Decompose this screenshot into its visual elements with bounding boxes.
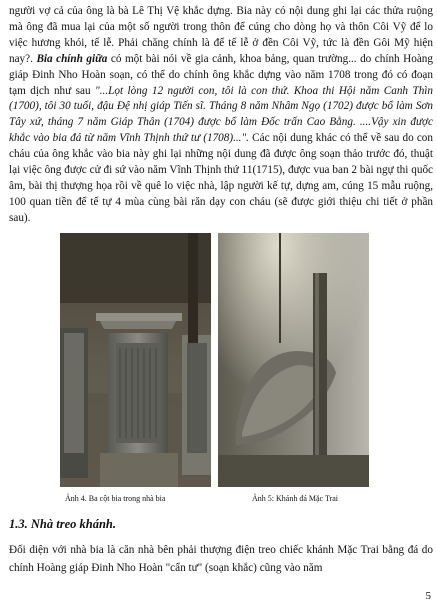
paragraph-text-3: Các nội dung khác có thể về sau do con cháu của ông khắc vào bia này ghi lại những nội dung đã được ông soạn thảo trước đó, thuật lại việc ông được cử đi sứ vào năm Vĩnh Thịnh thứ 11(1715), được vua ban 2 bài ngự thi quốc âm, bài thị thượng họa rồi về quê lo việc nhà, lập người kế tự, dựng am, cúng 15 mẫu ruộng, 100 quan tiền để tế tự 4 mùa cùng bài răn dạy con cháu (sẽ được giới thiệu chi tiết ở phần sau). bbox=[9, 132, 433, 224]
intro-paragraph bbox=[9, 4, 433, 227]
figure-caption: Ảnh 5: Khánh đá Mặc Trai bbox=[252, 494, 338, 503]
stele-house-photo bbox=[60, 233, 211, 487]
center-stele-term: Bia chính giữa bbox=[36, 52, 108, 65]
stone-chime-photo bbox=[218, 233, 369, 487]
section-heading: 1.3. Nhà treo khánh. bbox=[9, 517, 116, 531]
paragraph-text-2: có một bài nói về gia cảnh, khoa bảng, quan trường... do chính Hoàng giáp Đinh Nho Hoàn soạn, có thể do chính ông khắc dựng vào năm 1708 trong đó có đoạn tạm dịch như sau bbox=[9, 52, 433, 97]
page-number: 5 bbox=[425, 590, 431, 602]
translated-quote: "...Lọt lòng 12 người con, tôi là con thứ. Khoa thi Hội năm Canh Thìn (1700), tôi 30 tuổi, đậu Đệ nhị giáp Tiến sĩ. Tháng 8 năm Nhâm Ngọ (1702) được bổ làm Sơn Tây xứ, tháng 7 năm Giáp Thân (1704) được bổ làm Đốc trấn Cao Bằng. ....Vậy xin được khắc vào bia đá từ năm Vĩnh Thịnh thứ tư (1708)...". bbox=[9, 84, 433, 145]
figure-caption: Ảnh 4. Ba cột bia trong nhà bia bbox=[65, 494, 166, 503]
section-paragraph: Đối diện với nhà bia là căn nhà bên phải thượng điện treo chiếc khánh Mặc Trai bằng đá do chính Hoàng giáp Đinh Nho Hoàn "cẩn tư" (soạn khắc) cũng vào năm bbox=[9, 544, 433, 574]
paragraph-text-1: người vợ cả của ông là bà Lê Thị Vệ khắc dựng. Bia này có nội dung ghi lại các thửa ruộng mà ông đã mua lại của một số người trong thôn để cúng cho dòng họ và thôn Côi Vỹ để lo việc hương khói, tế lễ. Phải chăng chính là để tế lễ ở đền Côi Vỹ, tức là đền Gôi Mỹ hiện nay?. bbox=[9, 5, 433, 65]
